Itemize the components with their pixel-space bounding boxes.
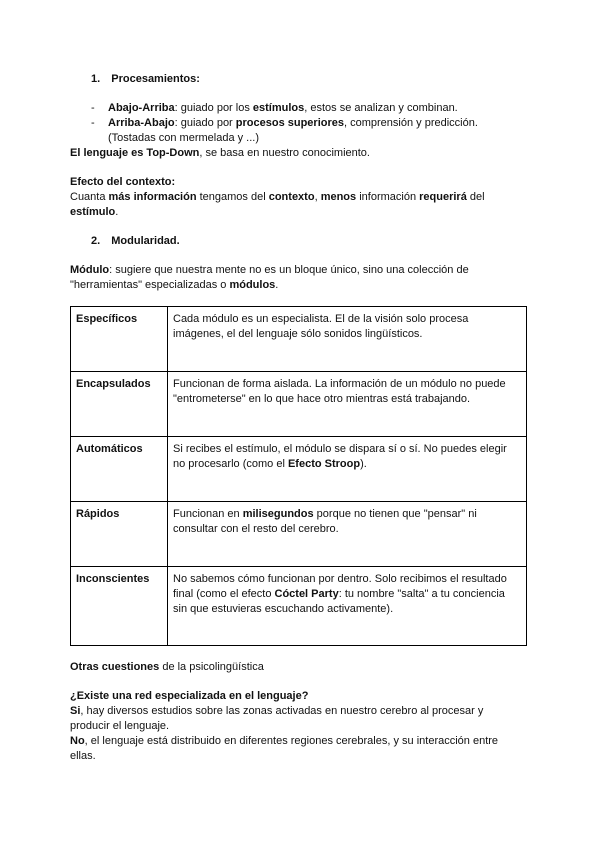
section-2-number: 2. bbox=[91, 235, 101, 247]
efecto-contexto-title: Efecto del contexto: bbox=[70, 176, 176, 188]
bullet-dash: - bbox=[91, 102, 95, 114]
table-row bbox=[71, 437, 527, 502]
row-value: No sabemos cómo funcionan por dentro. Solo recibimos el resultado final (como el efecto Cóctel Party: tu nombre "salta" a tu conciencia sin que estuvieras escuchando activamente). bbox=[168, 567, 527, 646]
answer-no-line2: ellas. bbox=[70, 750, 96, 762]
table-row bbox=[71, 567, 527, 646]
bullet-term: Abajo-Arriba bbox=[108, 102, 175, 114]
section-2-heading bbox=[91, 234, 180, 249]
section-1-heading bbox=[91, 72, 200, 87]
answer-no-line1: No, el lenguaje está distribuido en diferentes regiones cerebrales, y su interacción entre bbox=[70, 735, 499, 747]
row-value: Si recibes el estímulo, el módulo se dispara sí o sí. No puedes elegir no procesarlo (como el Efecto Stroop). bbox=[168, 437, 527, 502]
row-value: Funcionan en milisegundos porque no tienen que "pensar" ni consultar con el resto del cerebro. bbox=[168, 502, 527, 567]
efecto-contexto-line2: estímulo. bbox=[70, 206, 119, 218]
answer-si-line2: producir el lenguaje. bbox=[70, 720, 170, 732]
bullet-abajo-arriba: - Abajo-Arriba: guiado por los estímulos, estos se analizan y combinan. bbox=[91, 102, 458, 114]
bullet-arriba-abajo: - Arriba-Abajo: guiado por procesos superiores, comprensión y predicción. (Tostadas con mermelada y ...) bbox=[91, 117, 478, 144]
row-value: Cada módulo es un especialista. El de la visión solo procesa imágenes, el del lenguaje sólo sonidos lingüísticos. bbox=[168, 307, 527, 372]
row-key: Inconscientes bbox=[71, 567, 168, 646]
section-1-number: 1. bbox=[91, 73, 101, 85]
row-key: Automáticos bbox=[71, 437, 168, 502]
section-1-title: Procesamientos: bbox=[111, 73, 200, 85]
row-key: Rápidos bbox=[71, 502, 168, 567]
answer-si-line1: Si, hay diversos estudios sobre las zonas activadas en nuestro cerebro al procesar y bbox=[70, 705, 484, 717]
modulo-definition-line2: "herramientas" especializadas o módulos. bbox=[70, 279, 279, 291]
bullet-term: Arriba-Abajo bbox=[108, 117, 175, 129]
table-row bbox=[71, 372, 527, 437]
red-question: ¿Existe una red especializada en el lenguaje? bbox=[70, 690, 309, 702]
table-row bbox=[71, 502, 527, 567]
row-key: Encapsulados bbox=[71, 372, 168, 437]
bullet-example: (Tostadas con mermelada y ...) bbox=[108, 132, 260, 144]
otras-cuestiones: Otras cuestiones de la psicolingüística bbox=[70, 661, 264, 673]
efecto-contexto-line1: Cuanta más información tengamos del contexto, menos información requerirá del bbox=[70, 191, 485, 203]
row-key: Específicos bbox=[71, 307, 168, 372]
top-down-statement: El lenguaje es Top-Down, se basa en nuestro conocimiento. bbox=[70, 147, 370, 159]
table-row bbox=[71, 307, 527, 372]
bullet-dash: - bbox=[91, 117, 95, 129]
modules-table bbox=[70, 306, 527, 646]
modulo-definition-line1: Módulo: sugiere que nuestra mente no es un bloque único, sino una colección de bbox=[70, 264, 469, 276]
section-2-title: Modularidad. bbox=[111, 235, 180, 247]
row-value: Funcionan de forma aislada. La información de un módulo no puede "entrometerse" en lo que hace otro mientras está trabajando. bbox=[168, 372, 527, 437]
